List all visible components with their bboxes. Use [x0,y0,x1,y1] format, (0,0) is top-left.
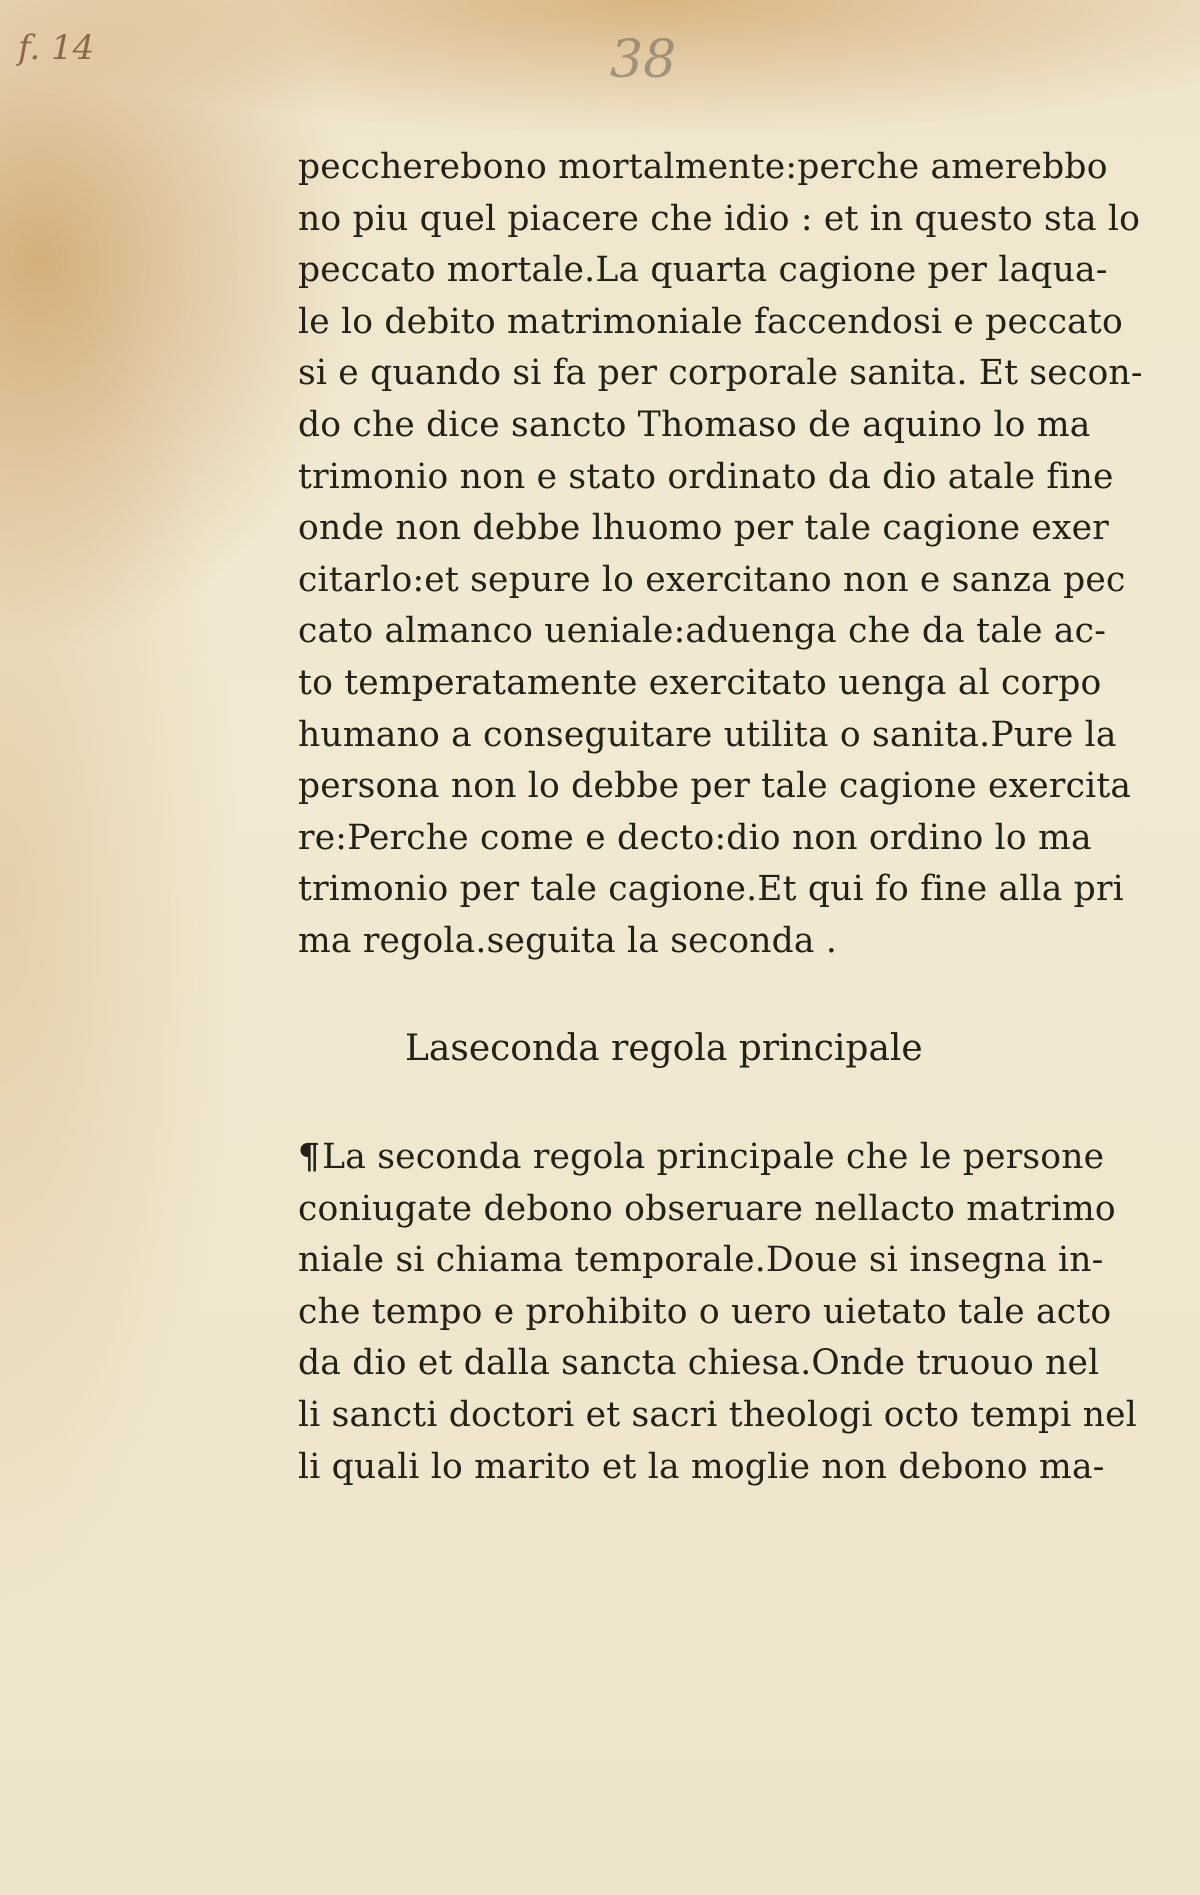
text-line: ma regola.seguita la seconda . [298,920,838,961]
folio-mark: 38 [610,30,677,90]
section-heading: Laseconda regola principale [405,1028,923,1069]
text-line: trimonio non e stato ordinato da dio atale fine [298,456,1114,497]
text-line: peccato mortale.La quarta cagione per laqua- [298,250,1108,291]
text-line: niale si chiama temporale.Doue si insegna in- [298,1240,1104,1281]
text-line: citarlo:et sepure lo exercitano non e sanza pec [298,559,1126,600]
text-line: onde non debbe lhuomo per tale cagione exer [298,508,1109,549]
text-line: persona non lo debbe per tale cagione exercita [298,766,1132,807]
text-line: coniugate debono obseruare nellacto matrimo [298,1188,1116,1229]
text-line: re:Perche come e decto:dio non ordino lo ma [298,817,1092,858]
text-line: le lo debito matrimoniale faccendosi e peccato [298,301,1123,342]
text-line: to temperatamente exercitato uenga al corpo [298,662,1102,703]
text-line: peccherebono mortalmente:perche amerebbo [298,147,1108,187]
text-line: da dio et dalla sancta chiesa.Onde truouo nel [298,1343,1100,1384]
text-line: trimonio per tale cagione.Et qui fo fine alla pri [298,869,1124,910]
text-line-first [298,1132,1118,1184]
paragraph-mark: ¶ [298,1137,321,1177]
text-line: La seconda regola principale che le persone [322,1137,1105,1177]
text-line: do che dice sancto Thomaso de aquino lo ma [298,404,1091,445]
margin-annotation: f. 14 [18,28,95,68]
text-line: cato almanco ueniale:aduenga che da tale ac- [298,611,1107,652]
text-line: no piu quel piacere che idio : et in questo sta lo [298,198,1141,239]
text-line: humano a conseguitare utilita o sanita.Pure la [298,714,1117,755]
text-line: si e quando si fa per corporale sanita. Et secon- [298,353,1143,394]
text-line: li sancti doctori et sacri theologi octo tempi nel [298,1394,1137,1435]
paragraph-second [298,1132,1137,1493]
text-line: li quali lo marito et la moglie non debono ma- [298,1446,1105,1487]
paragraph-first [298,142,1143,968]
text-line: che tempo e prohibito o uero uietato tale acto [298,1291,1112,1332]
